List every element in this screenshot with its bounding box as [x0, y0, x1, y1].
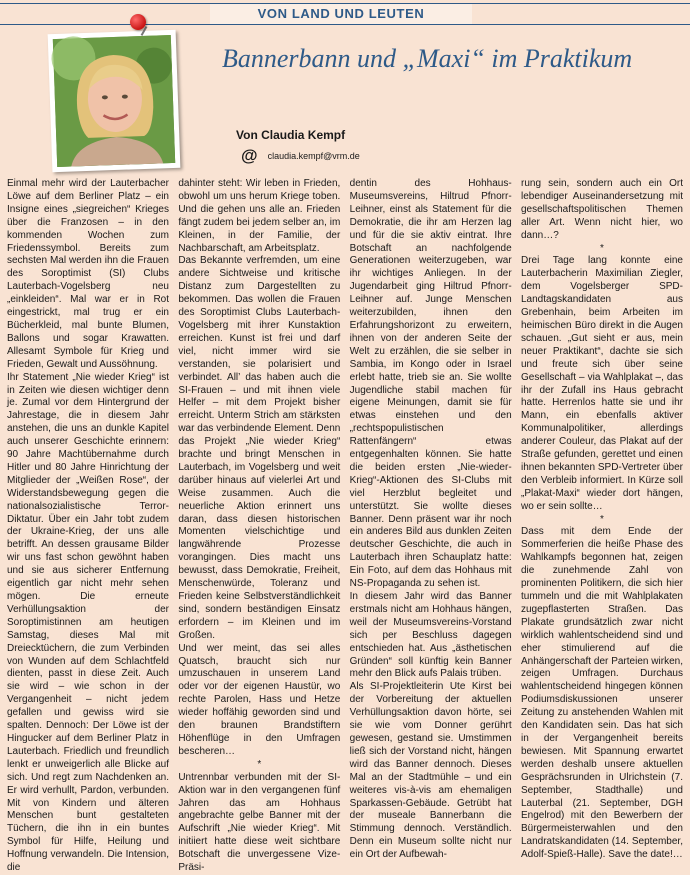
paragraph: dahinter steht: Wir leben in Frieden, obwohl um uns herum Kriege toben. Und die gehen uns alle an. Frieden fängt zudem bei jedem selber an, im Kleinen, in der Familie, der Nachbarschaft, am Arbeitsplatz. — [178, 178, 341, 254]
section-rule — [0, 24, 690, 25]
at-icon: @ — [241, 146, 258, 165]
paragraph: Untrennbar verbunden mit der SI-Aktion war in den vergangenen fünf Jahren das am Hohhaus angebrachte gelbe Banner mit der Aufschrift „Nie wieder Krieg“. Mit initiiert hatte diese weit sichtbare Botschaft die unvergessene Vize-Präsi- — [178, 771, 341, 874]
section-separator: * — [600, 242, 604, 254]
paragraph: Dass mit dem Ende der Sommerferien die heiße Phase des Wahlkampfs begonnen hat, zeigen die zunehmende Zahl von prominenten Politikern, die sich hier tummeln und die mit Wahlplakaten zugepflasterten Straßen. Das Plakate grundsätzlich zwar nicht wirklich wahlentscheidend sind und eher stimulierend auf die Anhängerschaft der Parteien wirken, zeigen Umfragen. Durchaus wahlentscheidend hingegen können Podiumsdiskussionen unserer Zeitung zu anstehenden Wahlen mit den Kandidaten sein. Das hat sich in der Vergangenheit bereits bewiesen. Mit Spannung erwartet werden deshalb unsere aktuellen Gesprächsrunden in Ulrichstein (7. September, Stadthalle) und Lauterbal (21. September, DGH Engelrod) mit den Bewerbern der Bürgermeisterwahlen und den Landratskandidaten (14. September, Adolf-Spieß-Halle). Save the date!… — [520, 526, 683, 861]
author-photo — [48, 30, 181, 172]
article-headline: Bannerbann und „Maxi“ im Praktikum — [222, 44, 633, 73]
column-1 — [7, 178, 169, 874]
section-header: VON LAND UND LEUTEN — [210, 4, 472, 24]
paragraph: Drei Tage lang konnte eine Lauterbacherin Maximilian Ziegler, dem Vogelsberger SPD-Landtagskandidaten aus Grebenhain, beim Arbeiten im heimischen Büro direkt in die Augen schauen. „Gut sieht er aus, mein neuer Praktikant“, dachte sie sich und freute sich über seine Gesellschaft – via Wahlplakat –, das ihr der Zufall ins Haus gebracht hatte. Herrenlos hatte sie und ihr Mann, ein ebenfalls aktiver Kommunalpolitiker, allerdings anderer Couleur, das Plakat auf der Straße gefunden, gerettet und einen ihnen bekannten SPD-Vertreter über den Verbleib informiert. In Kürze soll „Plakat-Maxi“ wieder dort hängen, wo er sein sollte… — [520, 255, 683, 512]
section-separator: * — [257, 758, 262, 770]
paragraph: rung sein, sondern auch ein Ort lebendiger Auseinandersetzung mit gesellschaftspolitischen Themen aller Art. Wenn nicht hier, wo dann…? — [520, 178, 683, 241]
paragraph: Ihr Statement „Nie wieder Krieg“ ist in Zeiten wie diesen wichtiger denn je. Zumal vor dem Hintergrund der Jahrestage, die in diesem Jahr anstehen, die uns an dunkle Kapitel auch unserer Geschichte erinnern: 90 Jahre Machtübernahme durch Hitler und 80 Jahre Hinrichtung der Mitglieder der „Weißen Rose“, der Widerstandsbewegung gegen die nationalsozialistische Terror-Diktatur. Über ein Jahr tobt zudem der Ukraine-Krieg, der uns alle betrifft. An dessen grausame Bilder wir uns fast schon gewöhnt haben und sie aus sicherer Entfernung eigentlich gar nicht mehr sehen mögen. Die erneute Verhüllungsaktion der Soroptimistinnen am heutigen Samstag, dieses Mal mit Dreiecktüchern, die zum Verbinden von Wunden auf dem Schlachtfeld dienten, passt in diese Zeit. Auch sie wird – wie schon in der Vergangenheit – nicht jedem gefallen und gewiss wird sie spalten. Dennoch: Der Löwe ist der Hingucker auf dem Berliner Platz in Lauterbach. Friedlich und freundlich lenkt er unweigerlich alle Blicke auf sich. Und regt zum Nachdenken an. Er wird verhullt, Pardon, verbunden. Mit von Kindern und älteren Menschen bunt gestalteten Tüchern, die ihn in ein buntes Symbol für Hilfe, Heilung und Hoffnung verwandeln. Die Intension, die — [7, 371, 169, 874]
paragraph: Einmal mehr wird der Lauterbacher Löwe auf dem Berliner Platz – ein Insigne eines „siegreichen“ Krieges über die Franzosen – in den kommenden Wochen zum Friedenssymbol. Bereits zum sechsten Mal werden ihn die Frauen des Soroptimist (SI) Clubs Lauterbach-Vogelsberg neu „einkleiden“. Mal war er in Rot eingestrickt, mal trug er ein Bücherkleid, mal bunte Blumen, Ballons und sogar Krawatten. Allesamt Symbole für Krieg und Frieden, Gewalt und Aussöhnung. — [7, 178, 169, 370]
paragraph: Das Bekannte verfremden, um eine andere Sichtweise und kritische Distanz zum Dargestellten zu bekommen. Das wollen die Frauen des Soroptimist Clubs Lauterbach-Vogelsberg mit ihrer Kunstaktion erreichen. Kunst ist frei und darf viel, nicht immer wird sie verstanden, sie polarisiert und verbindet. All’ das haben auch die SI-Frauen – und mit ihnen viele Helfer – mit dem Projekt bisher erreicht. Unterm Strich am stärksten war das verbindende Element. Denn das Projekt „Nie wieder Krieg“ brachte und bringt Menschen in Lauterbach, im Vogelsberg und weit darüber hinaus auf vielerlei Art und Weise zusammen. Auch die neuerliche Aktion erinnert uns daran, dass diesen historischen Momenten vielschichtige und langwährende Prozesse vorangingen. Dies macht uns bewusst, dass Demokratie, Freiheit, Menschenwürde, Toleranz und Frieden keine Selbstverständlichkeit sind, sondern beständigen Einsatz erfordern – im Kleinen und im Großen. — [178, 255, 341, 641]
column-2 — [178, 178, 341, 874]
paragraph: In diesem Jahr wird das Banner erstmals nicht am Hohhaus hängen, weil der Museumsvereins-Vorstand sich per Beschluss dagegen entschieden hat. Aus „ästhetischen Gründen“ soll künftig kein Banner mehr den Blick aufs Palais trüben. — [349, 591, 512, 680]
author-byline: Von Claudia Kempf — [236, 128, 346, 142]
author-contact — [241, 147, 360, 164]
column-3 — [349, 178, 512, 861]
column-4 — [520, 178, 683, 861]
author-email[interactable]: claudia.kempf@vrm.de — [267, 150, 360, 161]
section-separator: * — [600, 513, 604, 525]
pushpin-icon — [130, 14, 146, 30]
article-body — [7, 178, 683, 874]
paragraph: Als SI-Projektleiterin Ute Kirst bei der Vorbereitung der aktuellen Verhüllungsaktion davon hörte, sei sie wie vom Donner gerührt gewesen, gestand sie. Umstimmen ließ sich der Vorstand nicht, hängen wird das Banner dennoch. Dieses Mal an der Stadtmühle – und ein weiteres vis-à-vis am ehemaligen Sparkassen-Gebäude. Getrübt hat der museale Bannerbann die Stimmung dennoch. Verständlich. Denn ein Museum sollte nicht nur ein Ort der Aufbewah- — [349, 681, 512, 861]
paragraph: dentin des Hohhaus-Museumsvereins, Hiltrud Pfnorr-Leihner, einst als Statement für die Demokratie, die ihr am Herzen lag und für die sie aktiv eintrat. Ihre Botschaft an nachfolgende Generationen weiterzugeben, war ihr wichtiges Anliegen. In der Jugendarbeit ging Hiltrud Pfnorr-Leihner auf. Junge Menschen weiterzubilden, ihnen den Erfahrungshorizont zu erweitern, ihnen von der anderen Seite der Welt zu erzählen, die sie selber in Sambia, im Kongo oder in Israel erlebt hatte, trieb sie an. Sie wollte Jugendliche stabil machen für eigene Meinungen, damit sie für etwas einstehen und den „rechtspopulistischen Rattenfängern“ etwas entgegenhalten können. Sie hatte die beiden ersten „Nie-wieder-Krieg“-Aktionen des SI-Clubs mit viel Herzblut begleitet und unterstützt. Sie wollte dieses Banner. Denn präsent war ihr noch ein anderes Bild aus dunklen Zeiten deutscher Geschichte, die auch in Lauterbach ihren Schauplatz hatte: Ein Foto, auf dem das Hohhaus mit NS-Propaganda zu sehen ist. — [349, 178, 512, 590]
paragraph: Und wer meint, das sei alles Quatsch, braucht sich nur umzuschauen in unserem Land oder vor der eigenen Haustür, wo rechte Parolen, Hass und Hetze wieder hoffähig geworden sind und den braunen Brandstiftern Höhenflüge in den Umfragen bescheren… — [178, 642, 341, 757]
portrait-image — [53, 35, 175, 167]
